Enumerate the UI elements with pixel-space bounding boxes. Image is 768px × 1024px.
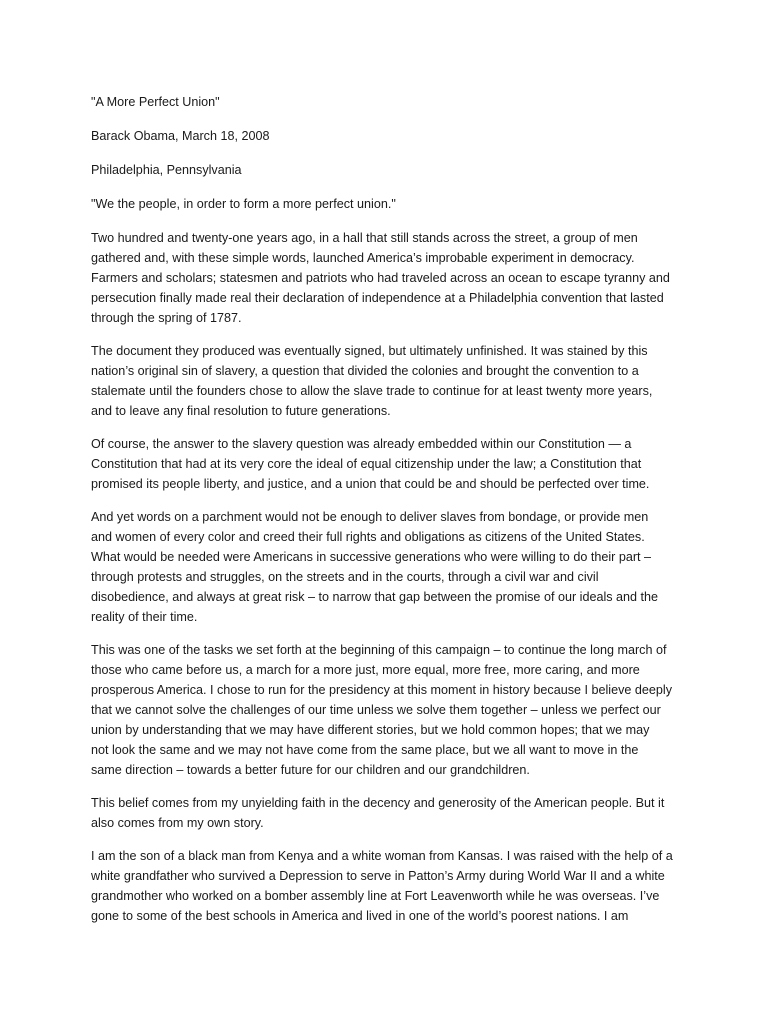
text-line: reality of their time. [91, 610, 198, 624]
text-line: This was one of the tasks we set forth at the beginning of this campaign – to continue the long march of [91, 643, 667, 657]
paragraph [91, 434, 687, 494]
document-title: "A More Perfect Union" [91, 95, 220, 109]
text-line: Of course, the answer to the slavery question was already embedded within our Constitution — a [91, 437, 632, 451]
text-line: Two hundred and twenty-one years ago, in a hall that still stands across the street, a group of men [91, 231, 638, 245]
paragraph [91, 640, 687, 780]
text-line: gone to some of the best schools in America and lived in one of the world’s poorest nations. I am [91, 909, 629, 923]
text-line: those who came before us, a march for a more just, more equal, more free, more caring, and more [91, 663, 640, 677]
text-line: Farmers and scholars; statesmen and patriots who had traveled across an ocean to escape tyranny and [91, 271, 670, 285]
paragraph [91, 341, 687, 421]
text-line: I am the son of a black man from Kenya and a white woman from Kansas. I was raised with the help of a [91, 849, 673, 863]
text-line: and to leave any final resolution to future generations. [91, 404, 391, 418]
paragraph [91, 846, 687, 926]
paragraph [91, 228, 687, 328]
text-line: through protests and struggles, on the streets and in the courts, through a civil war and civil [91, 570, 599, 584]
text-line: gathered and, with these simple words, launched America’s improbable experiment in democracy. [91, 251, 635, 265]
text-line: disobedience, and always at great risk – to narrow that gap between the promise of our ideals and the [91, 590, 659, 604]
text-line: This belief comes from my unyielding faith in the decency and generosity of the American people. But it [91, 796, 665, 810]
document-byline: Barack Obama, March 18, 2008 [91, 129, 270, 143]
text-line: Constitution that had at its very core the ideal of equal citizenship under the law; a Constitution that [91, 457, 642, 471]
text-line: that we cannot solve the challenges of our time unless we solve them together – unless we perfect our [91, 703, 661, 717]
text-line: and women of every color and creed their full rights and obligations as citizens of the United States. [91, 530, 645, 544]
text-line: persecution finally made real their declaration of independence at a Philadelphia convention that lasted [91, 291, 664, 305]
document-page [91, 92, 687, 939]
text-line: also comes from my own story. [91, 816, 264, 830]
text-line: through the spring of 1787. [91, 311, 242, 325]
text-line: same direction – towards a better future for our children and our grandchildren. [91, 763, 530, 777]
text-line: white grandfather who survived a Depression to serve in Patton’s Army during World War II and a white [91, 869, 665, 883]
paragraph [91, 793, 687, 833]
paragraph [91, 507, 687, 627]
text-line: stalemate until the founders chose to allow the slave trade to continue for at least twenty more years, [91, 384, 653, 398]
text-line: grandmother who worked on a bomber assembly line at Fort Leavenworth while he was overseas. I’ve [91, 889, 660, 903]
text-line: promised its people liberty, and justice, and a union that could be and should be perfected over time. [91, 477, 650, 491]
text-line: union by understanding that we may have different stories, but we hold common hopes; that we may [91, 723, 650, 737]
text-line: not look the same and we may not have come from the same place, but we all want to move in the [91, 743, 639, 757]
text-line: nation’s original sin of slavery, a question that divided the colonies and brought the convention to a [91, 364, 639, 378]
text-line: The document they produced was eventually signed, but ultimately unfinished. It was stained by this [91, 344, 648, 358]
document-location: Philadelphia, Pennsylvania [91, 163, 242, 177]
text-line: prosperous America. I chose to run for the presidency at this moment in history because I believe deeply [91, 683, 673, 697]
text-line: What would be needed were Americans in successive generations who were willing to do their part – [91, 550, 652, 564]
text-line: And yet words on a parchment would not be enough to deliver slaves from bondage, or provide men [91, 510, 649, 524]
document-epigraph: "We the people, in order to form a more perfect union." [91, 197, 396, 211]
